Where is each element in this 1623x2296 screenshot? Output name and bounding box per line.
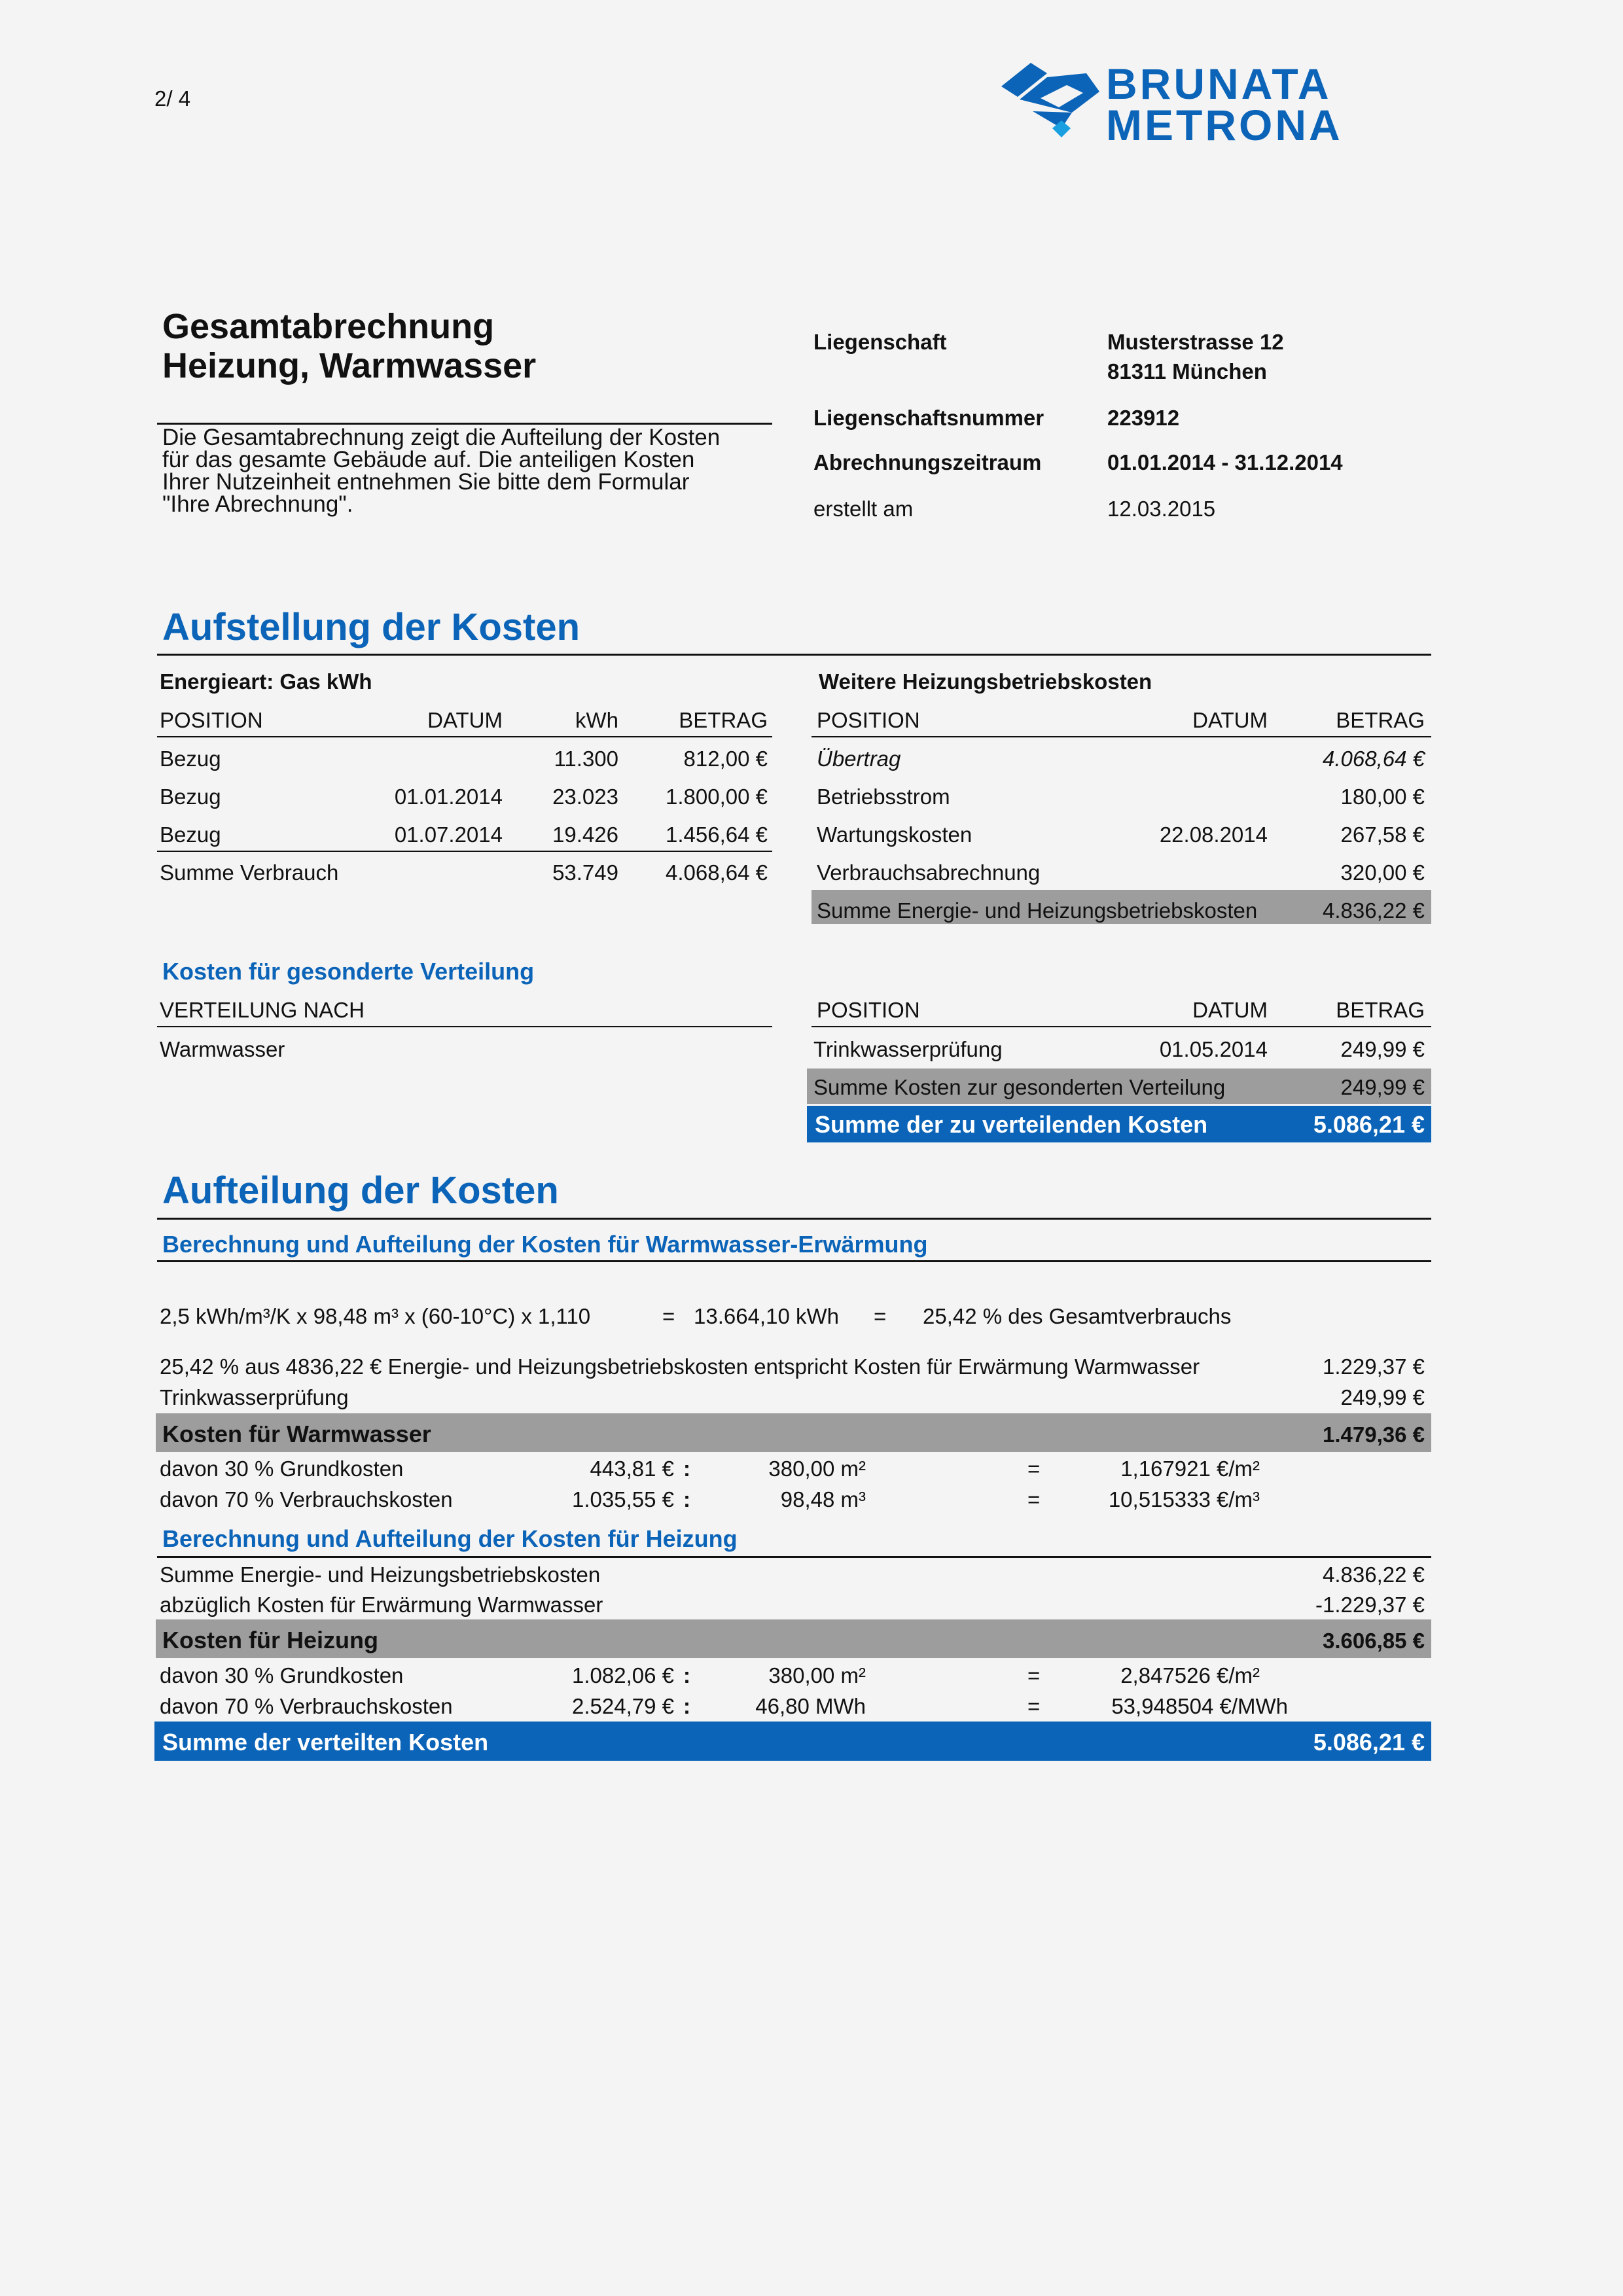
- separate-header-position: POSITION: [817, 998, 920, 1022]
- ww-line1-label: 25,42 % aus 4836,22 € Energie- und Heizungsbetriebskosten entspricht Kosten für Erwärmung Warmwasser: [160, 1354, 1200, 1379]
- erstellt-label: erstellt am: [813, 497, 914, 521]
- zeitraum-label: Abrechnungszeitraum: [813, 450, 1042, 474]
- heating-cost-label: Kosten für Heizung: [162, 1627, 378, 1653]
- further-header-position: POSITION: [817, 708, 920, 732]
- energy-header-position: POSITION: [160, 708, 263, 732]
- further-header-datum: DATUM: [1192, 708, 1268, 732]
- separate-header-betrag: BETRAG: [1336, 998, 1425, 1022]
- energy-sum-rule: [157, 851, 772, 852]
- separate-header-verteilung: VERTEILUNG NACH: [160, 998, 365, 1022]
- ww-subheading: Berechnung und Aufteilung der Kosten für Warmwasser-Erwärmung: [162, 1231, 928, 1258]
- ww-formula-kwh: 13.664,10 kWh: [694, 1304, 839, 1328]
- nummer-value: 223912: [1107, 406, 1180, 430]
- energy-header-rule: [157, 736, 772, 737]
- doc-title-line2: Heizung, Warmwasser: [162, 346, 537, 385]
- ww-cost-label: Kosten für Warmwasser: [162, 1421, 431, 1447]
- separate-header-rule-right: [812, 1026, 1431, 1027]
- ww-line2-label: Trinkwasserprüfung: [160, 1385, 349, 1409]
- separate-sum-label: Summe Kosten zur gesonderten Verteilung: [813, 1075, 1226, 1099]
- energy-header-kwh: kWh: [575, 708, 618, 732]
- heating-line2-label: abzüglich Kosten für Erwärmung Warmwasser: [160, 1593, 603, 1617]
- further-header-rule: [812, 736, 1431, 737]
- heating-line1-value: 4.836,22 €: [1323, 1563, 1425, 1587]
- erstellt-value: 12.03.2015: [1107, 497, 1216, 521]
- ww-formula-percent: 25,42 % des Gesamtverbrauchs: [923, 1304, 1232, 1328]
- further-header-betrag: BETRAG: [1336, 708, 1425, 732]
- ww-formula-eq1: =: [662, 1304, 675, 1328]
- ww-formula-expression: 2,5 kWh/m³/K x 98,48 m³ x (60-10°C) x 1,110: [160, 1304, 591, 1328]
- address-line2: 81311 München: [1107, 359, 1267, 383]
- brunata-logo-icon: [1001, 60, 1099, 142]
- section-rule-aufstellung: [157, 654, 1431, 656]
- section-rule-aufteilung: [157, 1218, 1431, 1220]
- brand-logo: [1001, 60, 1099, 145]
- energy-title: Energieart: Gas kWh: [160, 669, 372, 694]
- heating-line2-value: -1.229,37 €: [1315, 1593, 1425, 1617]
- energy-header-betrag: BETRAG: [679, 708, 768, 732]
- distribute-total-value: 5.086,21 €: [1313, 1111, 1425, 1138]
- separate-header-rule-left: [157, 1026, 772, 1027]
- zeitraum-value: 01.01.2014 - 31.12.2014: [1107, 450, 1343, 474]
- doc-title-line1: Gesamtabrechnung: [162, 307, 495, 346]
- liegenschaft-label: Liegenschaft: [813, 330, 947, 354]
- heating-cost-value: 3.606,85 €: [1323, 1629, 1425, 1653]
- section-heading-aufstellung: Aufstellung der Kosten: [162, 606, 580, 648]
- further-sum-label: Summe Energie- und Heizungsbetriebskosten: [817, 898, 1258, 923]
- page-number: 2/ 4: [154, 86, 191, 111]
- heating-subheading-rule: [157, 1556, 1431, 1558]
- separate-sum-value: 249,99 €: [1340, 1075, 1425, 1099]
- further-sum-value: 4.836,22 €: [1323, 898, 1425, 923]
- heating-subheading: Berechnung und Aufteilung der Kosten für Heizung: [162, 1525, 738, 1552]
- distribute-total-label: Summe der zu verteilenden Kosten: [815, 1111, 1208, 1138]
- brand-line2: METRONA: [1106, 101, 1343, 149]
- ww-subheading-rule: [157, 1260, 1431, 1262]
- further-title: Weitere Heizungsbetriebskosten: [819, 669, 1152, 694]
- address-line1: Musterstrasse 12: [1107, 330, 1284, 354]
- brand-line1: BRUNATA: [1106, 60, 1332, 108]
- ww-cost-value: 1.479,36 €: [1323, 1422, 1425, 1447]
- ww-formula-eq2: =: [874, 1304, 887, 1328]
- distributed-total-value: 5.086,21 €: [1313, 1729, 1425, 1756]
- nummer-label: Liegenschaftsnummer: [813, 406, 1044, 430]
- distributed-total-label: Summe der verteilten Kosten: [162, 1729, 489, 1756]
- intro-text: Die Gesamtabrechnung zeigt die Aufteilung der Kosten für das gesamte Gebäude auf. Die anteiligen Kosten Ihrer Nutzeinheit entnehmen Sie bitte dem Formular "Ihre Abrechnung".: [162, 425, 721, 517]
- energy-header-datum: DATUM: [427, 708, 503, 732]
- ww-line1-value: 1.229,37 €: [1323, 1354, 1425, 1379]
- heating-line1-label: Summe Energie- und Heizungsbetriebskosten: [160, 1563, 601, 1587]
- separate-header-datum: DATUM: [1192, 998, 1268, 1022]
- ww-line2-value: 249,99 €: [1340, 1385, 1425, 1409]
- section-heading-aufteilung: Aufteilung der Kosten: [162, 1169, 559, 1212]
- separate-title: Kosten für gesonderte Verteilung: [162, 958, 535, 985]
